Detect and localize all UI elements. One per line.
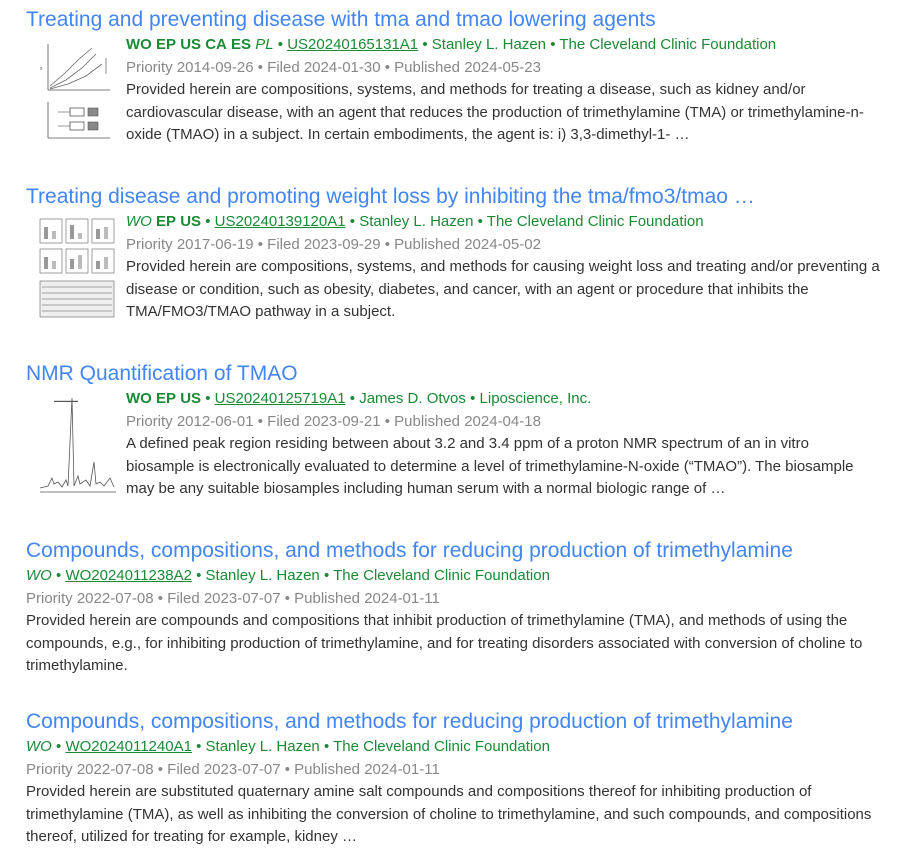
assignee: Liposcience, Inc. [479,390,592,407]
inventor: James D. Otvos [359,390,466,407]
inventor: Stanley L. Hazen [205,738,320,755]
separator: • [205,390,211,407]
svg-text:x: x [40,66,43,72]
result-thumbnail[interactable] [34,215,120,323]
country-code: US [180,36,202,53]
search-result [0,362,911,512]
separator: • [349,213,356,230]
result-dates: Priority 2014-09-26 • Filed 2024-01-30 • Published 2024-05-23 [126,59,541,76]
svg-text:▬▬▬▬▬▬: ▬▬▬▬▬▬ [54,398,78,403]
separator: • [470,390,476,407]
separator: • [323,567,330,584]
patent-number-link[interactable]: US20240125719A1 [214,390,346,407]
patent-number-link[interactable]: WO2024011238A2 [65,567,192,584]
result-snippet: Provided herein are substituted quaternary amine salt compounds and compositions thereof for inhibiting production of trimethylamine (TMA), as well as inhibiting the conversion of choline to trimethylamine, and such compounds, and compositions thereof, utilized for treating for example, kidney … [26,783,872,845]
result-snippet: Provided herein are compositions, systems, and methods for causing weight loss and treating and/or preventing a disease or condition, such as obesity, diabetes, and cancer, with an agent or procedure that inhibits the TMA/FMO3/TMAO pathway in a subject. [126,258,880,320]
country-code: US [180,390,202,407]
result-thumbnail[interactable] [34,38,120,142]
result-snippet: Provided herein are compositions, systems, and methods for treating a disease, such as kidney and/or cardiovascular disease, with an agent that reduces the production of trimethylamine (TMA) or trimethylamine-n-oxide (TMAO) in a subject. In certain embodiments, the agent is: i) 3,3-dimethyl-1- … [126,81,864,143]
assignee: The Cleveland Clinic Foundation [486,213,704,230]
country-code: WO [26,567,52,584]
patent-number-link[interactable]: US20240139120A1 [214,213,346,230]
separator: • [205,213,211,230]
country-code: WO [126,390,152,407]
result-meta-line [126,389,591,409]
result-title-link[interactable]: Compounds, compositions, and methods for reducing production of trimethylamine [26,710,793,733]
separator: • [323,738,330,755]
separator: • [196,738,202,755]
result-title-link[interactable]: Compounds, compositions, and methods for reducing production of trimethylamine [26,539,793,562]
inventor: Stanley L. Hazen [359,213,474,230]
country-code: WO [126,36,152,53]
multi-panel-figure-icon [34,215,120,323]
result-title-link[interactable]: Treating disease and promoting weight loss by inhibiting the tma/fmo3/tmao … [26,185,755,208]
separator: • [349,390,356,407]
separator: • [56,567,62,584]
patent-number-link[interactable]: US20240165131A1 [287,36,419,53]
country-code: ES [231,36,252,53]
result-meta-line [26,737,550,757]
separator: • [550,36,556,53]
result-dates: Priority 2022-07-08 • Filed 2023-07-07 • Published 2024-01-11 [26,761,440,778]
assignee: The Cleveland Clinic Foundation [559,36,777,53]
country-code: WO [26,738,52,755]
result-title-link[interactable]: NMR Quantification of TMAO [26,362,298,385]
separator: • [277,36,284,53]
separator: • [196,567,202,584]
separator: • [56,738,62,755]
nmr-spectrum-icon [34,392,120,496]
result-thumbnail[interactable] [34,392,120,496]
country-code: WO [126,213,152,230]
result-meta-line [126,35,776,55]
result-dates: Priority 2022-07-08 • Filed 2023-07-07 • Published 2024-01-11 [26,590,440,607]
country-code: EP [156,390,177,407]
country-code: US [180,213,202,230]
result-snippet: A defined peak region residing between about 3.2 and 3.4 ppm of a proton NMR spectrum of an in vitro biosample is electronically evaluated to determine a level of trimethylamine-N-oxide (“TMAO”). The biosample may be any suitable biosamples including human serum with a normal biologic range of … [126,435,854,497]
assignee: The Cleveland Clinic Foundation [333,738,550,755]
search-result [0,185,911,345]
country-code: EP [156,213,177,230]
separator: • [477,213,483,230]
line-and-box-plot-icon [34,38,120,142]
result-meta-line [126,212,704,232]
country-code: EP [156,36,177,53]
assignee: The Cleveland Clinic Foundation [333,567,550,584]
result-dates: Priority 2012-06-01 • Filed 2023-09-21 • Published 2024-04-18 [126,413,541,430]
separator: • [422,36,428,53]
result-meta-line [26,566,550,586]
country-code: PL [255,36,274,53]
inventor: Stanley L. Hazen [205,567,320,584]
result-dates: Priority 2017-06-19 • Filed 2023-09-29 • Published 2024-05-02 [126,236,541,253]
search-result [0,8,911,168]
search-result [0,539,911,689]
search-result [0,710,911,860]
country-code: CA [205,36,227,53]
inventor: Stanley L. Hazen [431,36,547,53]
result-snippet: Provided herein are compounds and compositions that inhibit production of trimethylamine (TMA), and methods of using the compounds, e.g., for inhibiting production of trimethylamine, and for treating disorders associated with conversion of choline to trimethylamine. [26,612,863,674]
patent-number-link[interactable]: WO2024011240A1 [65,738,192,755]
result-title-link[interactable]: Treating and preventing disease with tma and tmao lowering agents [26,8,656,31]
